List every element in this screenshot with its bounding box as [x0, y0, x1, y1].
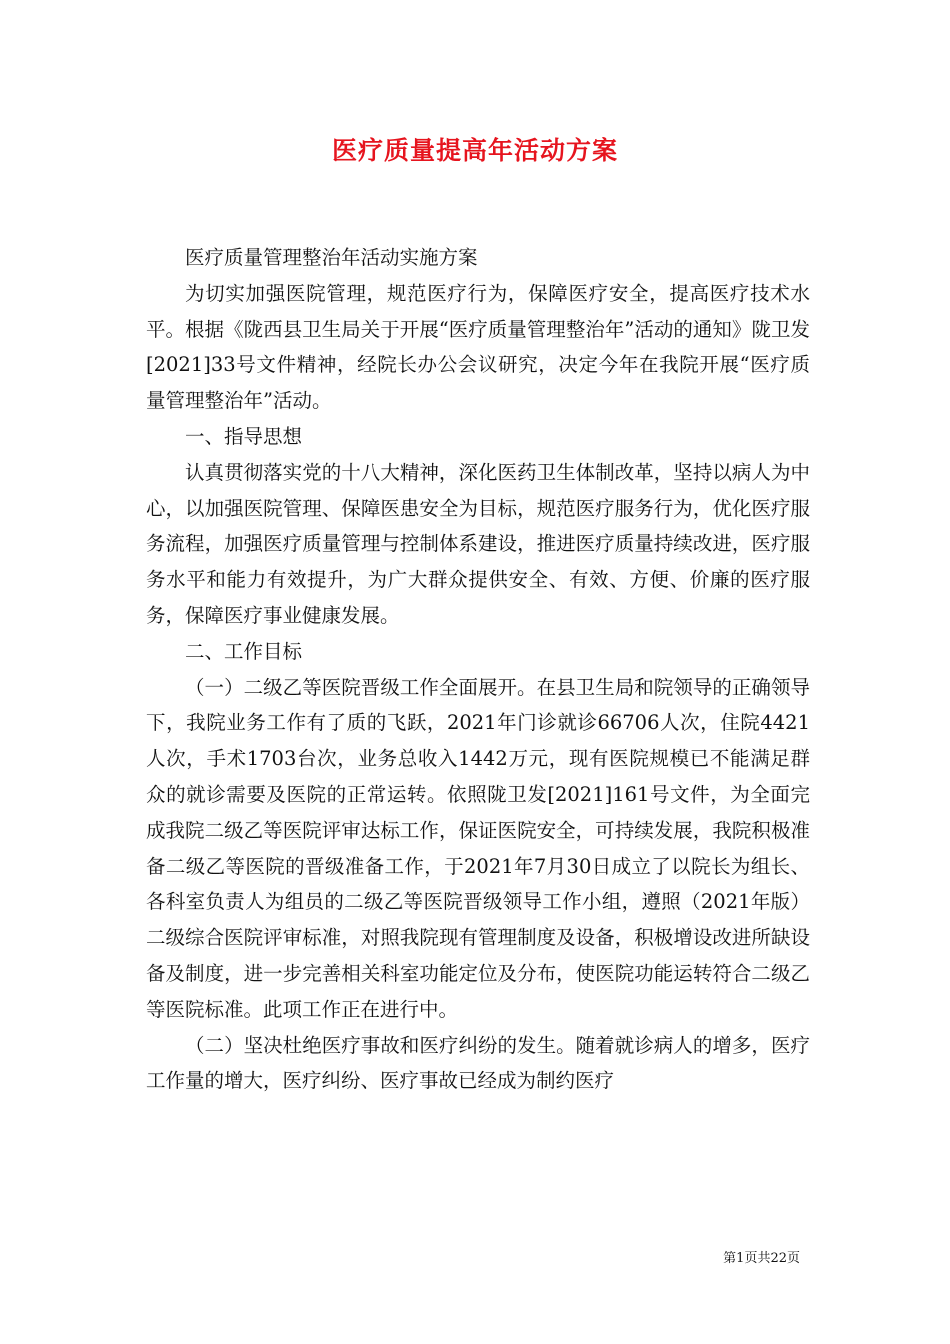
guiding-thought-paragraph: 认真贯彻落实党的十八大精神，深化医药卫生体制改革，坚持以病人为中心，以加强医院管理、保障医患安全为目标，规范医疗服务行为，优化医疗服务流程，加强医疗质量管理与控制体系建设，推进医疗质量持续改进，医疗服务水平和能力有效提升，为广大群众提供安全、有效、方便、价廉的医疗服务，保障医疗事业健康发展。 — [146, 460, 810, 627]
intro-paragraph: 为切实加强医院管理，规范医疗行为，保障医疗安全，提高医疗技术水平。根据《陇西县卫生局关于开展“医疗质量管理整治年”活动的通知》陇卫发[2021]33号文件精神，经院长办公会议研究，决定今年在我院开展“医疗质量管理整治年”活动。 — [146, 281, 810, 413]
page-title: 医疗质量提高年活动方案 — [331, 136, 618, 165]
section-heading-work-goals: 二、工作目标 — [185, 639, 303, 663]
goal-one-paragraph: （一）二级乙等医院晋级工作全面展开。在县卫生局和院领导的正确领导下，我院业务工作有了质的飞跃，2021年门诊就诊66706人次，住院4421人次，手术1703台次，业务总收入1442万元，现有医院规模已不能满足群众的就诊需要及医院的正常运转。依照陇卫发[2021]161号文件，为全面完成我院二级乙等医院评审达标工作，保证医院安全，可持续发展，我院积极准备二级乙等医院的晋级准备工作，于2021年7月30日成立了以院长为组长、各科室负责人为组员的二级乙等医院晋级领导工作小组，遵照（2021年版）二级综合医院评审标准，对照我院现有管理制度及设备，积极增设改进所缺设备及制度，进一步完善相关科室功能定位及分布，使医院功能运转符合二级乙等医院标准。此项工作正在进行中。 — [146, 675, 810, 1021]
document-body — [146, 240, 810, 1099]
section-heading-guiding-thought: 一、指导思想 — [185, 424, 303, 448]
page-number: 第1页共22页 — [723, 1251, 800, 1266]
subtitle-paragraph: 医疗质量管理整治年活动实施方案 — [185, 246, 478, 269]
goal-two-paragraph: （二）坚决杜绝医疗事故和医疗纠纷的发生。随着就诊病人的增多，医疗工作量的增大，医疗纠纷、医疗事故已经成为制约医疗 — [146, 1033, 810, 1093]
